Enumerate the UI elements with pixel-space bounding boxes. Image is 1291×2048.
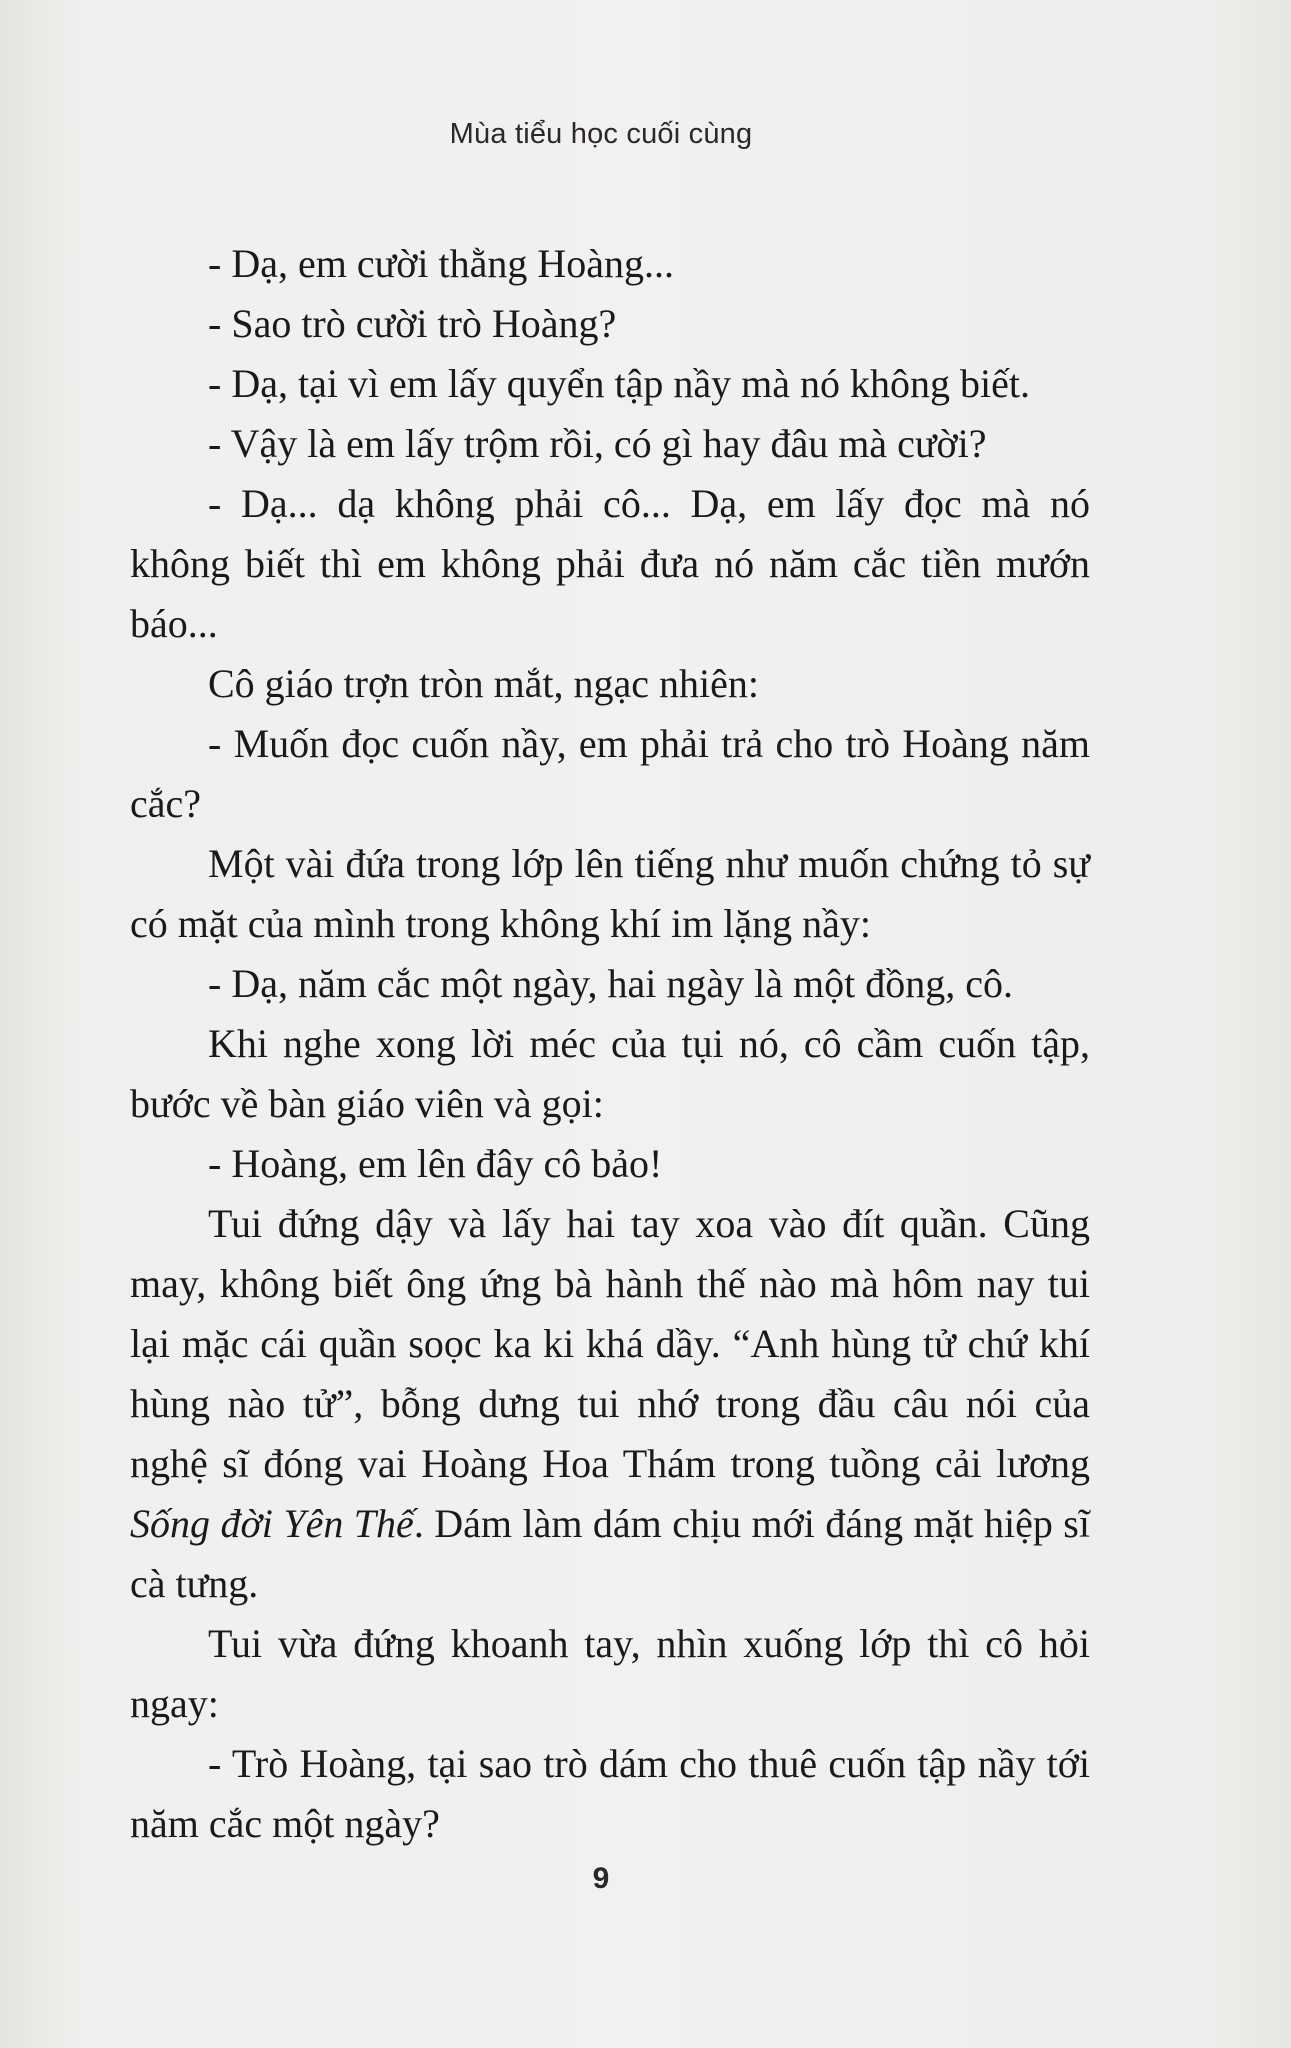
- paragraph: Tui vừa đứng khoanh tay, nhìn xuống lớp thì cô hỏi ngay:: [130, 1621, 1090, 1726]
- running-header: Mùa tiểu học cuối cùng: [449, 118, 753, 150]
- paragraph: - Trò Hoàng, tại sao trò dám cho thuê cuốn tập nầy tới năm cắc một ngày?: [130, 1741, 1090, 1846]
- paragraph: Cô giáo trợn tròn mắt, ngạc nhiên:: [208, 661, 760, 706]
- paragraph: - Sao trò cười trò Hoàng?: [208, 301, 617, 346]
- paragraph: - Muốn đọc cuốn nầy, em phải trả cho trò Hoàng năm cắc?: [130, 721, 1090, 826]
- paragraph-text-end: . Dám làm dám chịu mới đáng mặt hiệp sĩ cà tưng.: [130, 1501, 1090, 1606]
- paragraph: - Hoàng, em lên đây cô bảo!: [208, 1141, 663, 1186]
- paragraph: - Dạ, năm cắc một ngày, hai ngày là một đồng, cô.: [208, 961, 1013, 1006]
- paragraph: - Dạ... dạ không phải cô... Dạ, em lấy đọc mà nó không biết thì em không phải đưa nó năm cắc tiền mướn báo...: [130, 481, 1090, 646]
- paragraph-with-title: [130, 1194, 1090, 1614]
- paragraph: - Dạ, em cười thằng Hoàng...: [208, 241, 675, 286]
- page-number: 9: [592, 1862, 610, 1895]
- body-text: [130, 234, 1090, 1854]
- paragraph: Khi nghe xong lời méc của tụi nó, cô cầm cuốn tập, bước về bàn giáo viên và gọi:: [130, 1021, 1090, 1126]
- paragraph: - Vậy là em lấy trộm rồi, có gì hay đâu mà cười?: [208, 421, 987, 466]
- play-title: Sống đời Yên Thế: [130, 1501, 414, 1546]
- paragraph: Một vài đứa trong lớp lên tiếng như muốn chứng tỏ sự có mặt của mình trong không khí im lặng nầy:: [130, 841, 1090, 946]
- paragraph-text: Tui đứng dậy và lấy hai tay xoa vào đít quần. Cũng may, không biết ông ứng bà hành thế nào mà hôm nay tui lại mặc cái quần soọc ka ki khá dầy. “Anh hùng tử chứ khí hùng nào tử”, bỗng dưng tui nhớ trong đầu câu nói của nghệ sĩ đóng vai Hoàng Hoa Thám trong tuồng cải lương: [130, 1201, 1090, 1486]
- paragraph: - Dạ, tại vì em lấy quyển tập nầy mà nó không biết.: [208, 361, 1031, 406]
